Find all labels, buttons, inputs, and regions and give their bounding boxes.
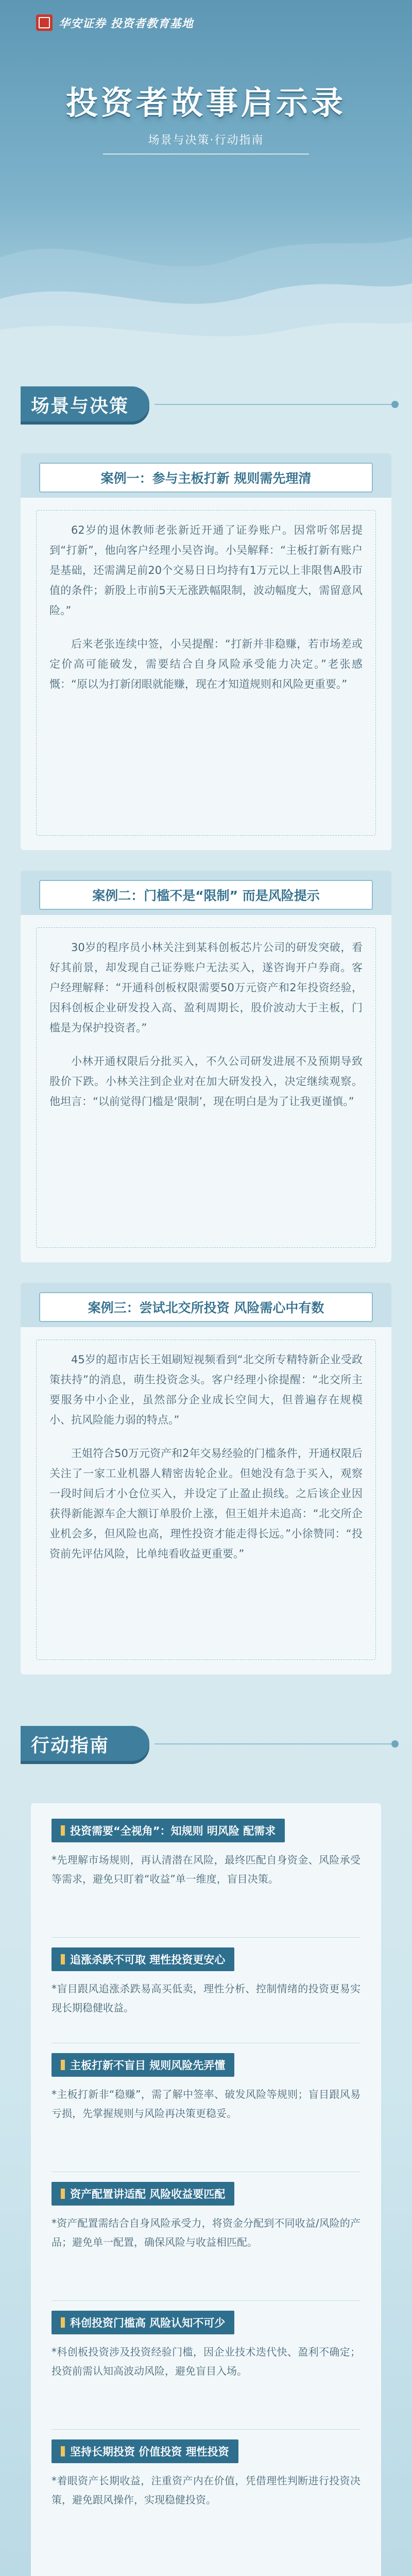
section-header-guide bbox=[0, 1710, 412, 1772]
section-dot-icon bbox=[391, 401, 399, 408]
brand-logo bbox=[36, 14, 194, 31]
guide-item-3 bbox=[31, 2053, 381, 2172]
section-header-scenes bbox=[0, 371, 412, 433]
guide-item-5 bbox=[31, 2311, 381, 2429]
brand-seal-icon bbox=[36, 14, 53, 31]
case-card-1 bbox=[21, 453, 391, 850]
guide-tag: 追涨杀跌不可取 理性投资更安心 bbox=[52, 1947, 234, 1971]
guide-tag: 科创投资门槛高 风险认知不可少 bbox=[52, 2311, 234, 2334]
page-subtitle: 场景与决策·行动指南 bbox=[148, 134, 264, 147]
guide-text: *着眼资产长期收益，注重资产内在价值，凭借理性判断进行投资决策，避免跟风操作，实现稳健投资。 bbox=[52, 2475, 360, 2506]
case-paragraph: 小林开通权限后分批买入，不久公司研发进展不及预期导致股价下跌。小林关注到企业对在加大研发投入，决定继续观察。他坦言：“以前觉得门槛是‘限制’，现在明白是为了让我更谨慎。” bbox=[49, 1055, 363, 1108]
case-card-header bbox=[21, 453, 391, 498]
guide-divider bbox=[52, 2300, 360, 2301]
guide-tag: 投资需要“全视角”：知规则 明风险 配需求 bbox=[52, 1819, 285, 1842]
case-body bbox=[49, 520, 363, 708]
section-rule bbox=[154, 1743, 391, 1744]
case-title: 案例一：参与主板打新 规则需先理清 bbox=[39, 463, 373, 493]
brand-name: 华安证券 投资者教育基地 bbox=[59, 16, 194, 30]
case-paragraph: 后来老张连续中签，小吴提醒：“打新并非稳赚，若市场差或定价高可能破发，需要结合自身风险承受能力决定。”老张感慨：“原以为打新闭眼就能赚，现在才知道规则和风险更重要。” bbox=[49, 638, 363, 690]
case-title: 案例二：门槛不是“限制” 而是风险提示 bbox=[39, 880, 373, 910]
guide-divider bbox=[52, 1937, 360, 1938]
case-paragraph: 王姐符合50万元资产和2年交易经验的门槛条件，开通权限后关注了一家工业机器人精密齿轮企业。但她没有急于买入，观察一段时间后才小仓位买入，并设定了止盈止损线。之后该企业因获得新能源车企大额订单股价上涨，但王姐并未追高：“北交所企业机会多，但风险也高，理性投资才能走得长远。”小徐赞同：“投资前先评估风险，比单纯看收益更重要。” bbox=[49, 1447, 363, 1560]
section-dot-icon bbox=[391, 1740, 399, 1748]
guide-tag: 坚持长期投资 价值投资 理性投资 bbox=[52, 2439, 238, 2463]
guide-text: *主板打新非“稳赚”，需了解中签率、破发风险等规则；盲目跟风易亏损，先掌握规则与风险再决策更稳妥。 bbox=[52, 2088, 360, 2120]
guide-tag: 主板打新不盲目 规则风险先弄懂 bbox=[52, 2053, 234, 2077]
case-body bbox=[49, 1350, 363, 1578]
case-card-header bbox=[21, 871, 391, 915]
case-title: 案例三：尝试北交所投资 风险需心中有数 bbox=[39, 1292, 373, 1322]
page-title: 投资者故事启示录 bbox=[65, 84, 346, 122]
guide-item-2 bbox=[31, 1947, 381, 2045]
case-paragraph: 45岁的超市店长王姐刷短视频看到“北交所专精特新企业受政策扶持”的消息，萌生投资念头。客户经理小徐提醒：“北交所主要服务中小企业，虽然部分企业成长空间大，但普遍存在规模小、抗风险能力弱的特点。” bbox=[49, 1353, 363, 1426]
header-banner bbox=[0, 0, 412, 361]
guide-item-1 bbox=[31, 1819, 381, 1937]
guide-item-4 bbox=[31, 2182, 381, 2300]
subtitle-divider bbox=[103, 154, 309, 155]
case-paragraph: 62岁的退休教师老张新近开通了证券账户。因常听邻居提到“打新”，他向客户经理小吴咨询。小吴解释：“主板打新有账户是基础，还需满足前20个交易日日均持有1万元以上非限售A股市值的条件；新股上市前5天无涨跌幅限制，波动幅度大，需留意风险。” bbox=[49, 524, 363, 617]
case-card-3 bbox=[21, 1283, 391, 1674]
case-card-2 bbox=[21, 871, 391, 1262]
case-body bbox=[49, 938, 363, 1125]
guide-text: *资产配置需结合自身风险承受力，将资金分配到不同收益/风险的产品；避免单一配置，确保风险与收益相匹配。 bbox=[52, 2217, 360, 2248]
section-title: 行动指南 bbox=[31, 1735, 110, 1756]
case-card-header bbox=[21, 1283, 391, 1327]
case-paragraph: 30岁的程序员小林关注到某科创板芯片公司的研发突破，看好其前景，却发现自己证券账户无法买入，遂咨询开户券商。客户经理解释：“开通科创板权限需要50万元资产和2年投资经验，因科创板企业研发投入高、盈利周期长，股价波动大于主板，门槛是为保护投资者。” bbox=[49, 941, 363, 1034]
section-rule bbox=[154, 404, 391, 405]
guide-item-6 bbox=[31, 2439, 381, 2568]
guide-tag: 资产配置讲适配 风险收益要匹配 bbox=[52, 2182, 234, 2206]
guide-divider bbox=[52, 2429, 360, 2430]
guide-text: *盲目跟风追涨杀跌易高买低卖，理性分析、控制情绪的投资更易实现长期稳健收益。 bbox=[52, 1982, 360, 2014]
section-title: 场景与决策 bbox=[31, 396, 129, 417]
guide-text: *先理解市场规则，再认清潜在风险，最终匹配自身资金、风险承受等需求，避免只盯着“收益”单一维度，盲目决策。 bbox=[52, 1854, 360, 1885]
guide-text: *科创板投资涉及投资经验门槛，因企业技术迭代快、盈利不确定；投资前需认知高波动风险，避免盲目入场。 bbox=[52, 2346, 360, 2377]
header-wave-decoration bbox=[0, 196, 412, 361]
